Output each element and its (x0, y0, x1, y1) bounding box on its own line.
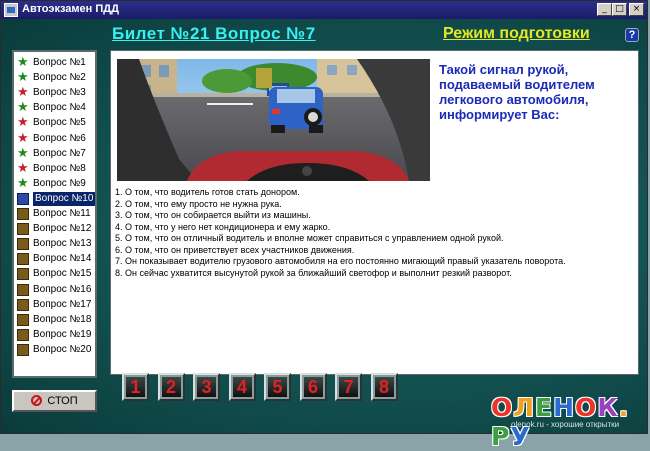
red-star-icon: ★ (17, 160, 29, 176)
question-box-icon (17, 223, 29, 235)
maximize-button[interactable]: □ (612, 3, 627, 16)
green-star-icon: ★ (17, 55, 29, 70)
question-list-item[interactable] (17, 116, 95, 130)
question-box-icon (17, 329, 29, 341)
question-list-label: Вопрос №10 (35, 192, 94, 204)
question-text: Такой сигнал рукой, подаваемый водителем легкового автомобиля, информирует Вас: (439, 62, 595, 122)
title-bar[interactable] (1, 1, 647, 19)
question-list-label: Вопрос №7 (33, 147, 86, 159)
question-list-item[interactable] (17, 328, 95, 342)
question-list (12, 50, 97, 378)
question-list-label: Вопрос №20 (33, 343, 92, 355)
question-list-label: Вопрос №11 (33, 208, 91, 219)
answer-option: 2. О том, что ему просто не нужна рука. (115, 198, 282, 209)
question-list-item[interactable] (17, 313, 95, 327)
answer-button-label: 3 (197, 377, 216, 397)
stop-button[interactable] (12, 390, 97, 412)
green-star-icon: ★ (17, 100, 29, 116)
watermark-logo-letter: У (510, 422, 531, 451)
answer-option: 6. О том, что он приветствует всех участников движения. (115, 244, 355, 255)
answer-button-8[interactable] (371, 373, 398, 401)
question-list-item[interactable] (17, 192, 95, 206)
question-list-item[interactable] (17, 86, 95, 100)
answer-option: 3. О том, что он собирается выйти из машины. (115, 210, 311, 220)
question-box-icon (17, 193, 29, 205)
answer-button-2[interactable] (158, 373, 185, 401)
help-icon[interactable]: ? (625, 28, 639, 42)
answer-button-label: 6 (304, 377, 323, 397)
question-list-item[interactable] (17, 283, 95, 297)
question-box-icon (17, 314, 29, 326)
question-list-item[interactable] (17, 132, 95, 146)
answer-button-label: 7 (339, 377, 358, 397)
answer-option: 1. О том, что водитель готов стать донором. (115, 187, 300, 197)
question-box-icon (17, 284, 29, 296)
green-star-icon: ★ (17, 145, 29, 161)
stop-label: СТОП (47, 395, 78, 407)
question-list-label: Вопрос №3 (33, 87, 86, 99)
question-list-label: Вопрос №5 (33, 117, 86, 129)
answer-button-4[interactable] (229, 373, 256, 401)
question-list-label: Вопрос №4 (33, 102, 86, 114)
question-list-label: Вопрос №18 (33, 313, 92, 325)
question-image (117, 59, 430, 181)
question-list-item[interactable] (17, 71, 95, 85)
question-list-label: Вопрос №6 (33, 132, 86, 144)
road-scene-illustration (117, 59, 430, 181)
question-list-label: Вопрос №9 (33, 177, 86, 189)
question-box-icon (17, 253, 29, 265)
question-list-item[interactable] (17, 162, 95, 176)
answer-option: 4. О том, что у него нет кондиционера и ему жарко. (115, 221, 331, 232)
app-icon (4, 3, 18, 17)
ticket-title: Билет №21 Вопрос №7 (112, 24, 316, 43)
question-panel (110, 50, 639, 375)
answer-button-7[interactable] (335, 373, 362, 401)
answer-button-label: 1 (126, 377, 145, 397)
green-star-icon: ★ (17, 70, 29, 86)
no-entry-icon (31, 395, 42, 406)
answer-option: 5. О том, что он отличный водитель и вполне может справиться с управлением одной рукой. (115, 233, 504, 243)
answer-button-6[interactable] (300, 373, 327, 401)
question-list-label: Вопрос №2 (33, 72, 86, 84)
question-box-icon (17, 299, 29, 311)
red-star-icon: ★ (17, 130, 29, 146)
question-list-label: Вопрос №14 (33, 253, 92, 265)
watermark-logo-letter: Е (535, 393, 554, 422)
answer-button-label: 8 (375, 377, 394, 397)
answer-option: 7. Он показывает водителю грузового автомобиля на его постоянно мигающий правый указатель поворота. (115, 256, 566, 266)
answer-button-label: 4 (233, 377, 252, 397)
question-list-item[interactable] (17, 101, 95, 115)
question-box-icon (17, 268, 29, 280)
watermark-logo-letter: К (597, 393, 619, 422)
question-list-item[interactable] (17, 207, 95, 221)
red-star-icon: ★ (17, 115, 29, 131)
watermark-logo-letter: Н (553, 393, 576, 422)
answer-button-1[interactable] (122, 373, 149, 401)
question-box-icon (17, 344, 29, 356)
question-list-label: Вопрос №17 (33, 298, 92, 310)
close-button[interactable]: × (629, 3, 644, 16)
question-box-icon (17, 208, 29, 220)
answers-list (115, 187, 566, 279)
watermark-logo-letter: О (575, 393, 598, 422)
question-list-item[interactable] (17, 177, 95, 191)
answer-button-3[interactable] (193, 373, 220, 401)
answer-option: 8. Он сейчас ухватится высунутой рукой за ближайший светофор и выполнит резкий разворот. (115, 267, 512, 278)
watermark-caption: olenok.ru - хорошие открытки (511, 420, 620, 429)
question-list-item[interactable] (17, 252, 95, 266)
window-title: Автоэкзамен ПДД (22, 3, 119, 15)
watermark-logo-letter: . (618, 393, 630, 422)
answer-button-label: 5 (268, 377, 287, 397)
watermark-logo-letter: О (491, 393, 514, 422)
question-list-label: Вопрос №8 (33, 162, 86, 174)
watermark-logo-letter: Л (513, 393, 536, 422)
question-list-item[interactable] (17, 343, 95, 357)
mode-label: Режим подготовки (443, 25, 590, 42)
question-list-label: Вопрос №19 (33, 328, 92, 340)
watermark-logo-letter: Р (491, 422, 511, 451)
question-list-item[interactable] (17, 222, 95, 236)
question-list-label: Вопрос №16 (33, 283, 92, 295)
minimize-button[interactable]: _ (597, 3, 612, 16)
question-list-label: Вопрос №12 (33, 223, 92, 235)
question-list-item[interactable] (17, 56, 95, 70)
answer-button-5[interactable] (264, 373, 291, 401)
red-star-icon: ★ (17, 85, 29, 101)
question-list-label: Вопрос №13 (33, 238, 92, 250)
question-list-item[interactable] (17, 267, 95, 281)
question-list-label: Вопрос №1 (33, 57, 86, 68)
answer-button-label: 2 (162, 377, 181, 397)
question-list-item[interactable] (17, 237, 95, 251)
question-list-item[interactable] (17, 147, 95, 161)
question-list-label: Вопрос №15 (33, 268, 92, 280)
question-list-item[interactable] (17, 298, 95, 312)
question-box-icon (17, 238, 29, 250)
green-star-icon: ★ (17, 175, 29, 191)
